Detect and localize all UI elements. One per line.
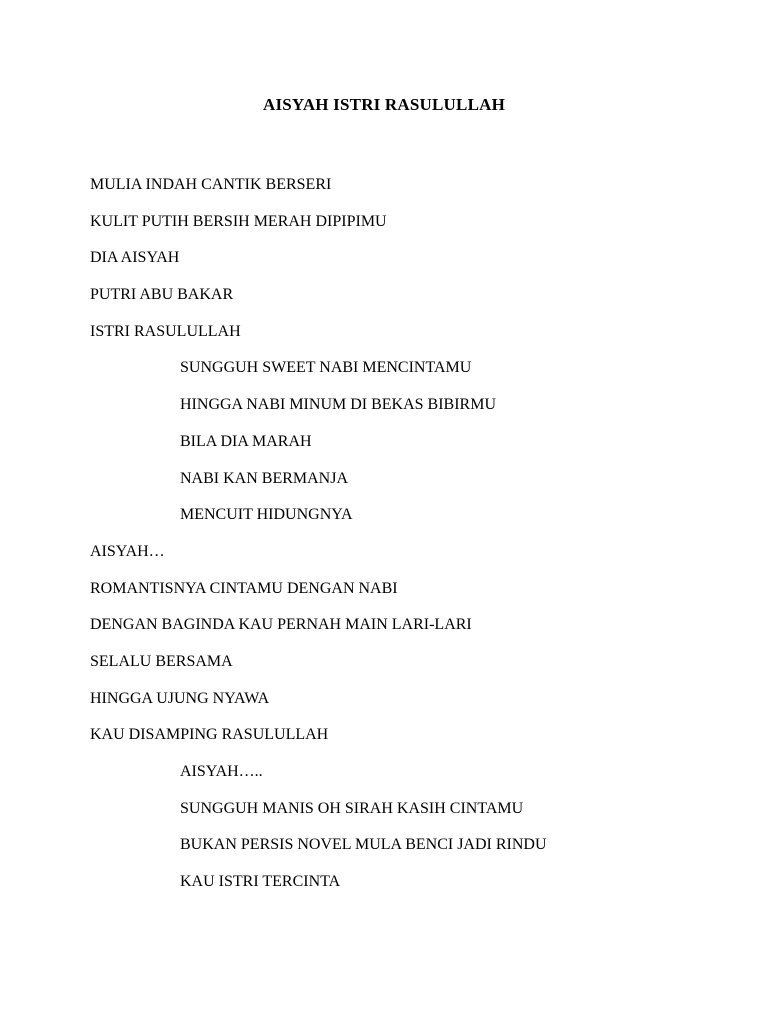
poem-line: HINGGA NABI MINUM DI BEKAS BIBIRMU bbox=[180, 396, 497, 414]
poem-line: KAU DISAMPING RASULULLAH bbox=[90, 726, 329, 744]
poem-line: HINGGA UJUNG NYAWA bbox=[90, 689, 270, 707]
poem-line: ROMANTISNYA CINTAMU DENGAN NABI bbox=[90, 579, 398, 597]
poem-line: AISYAH….. bbox=[180, 763, 263, 780]
poem-line: SUNGGUH SWEET NABI MENCINTAMU bbox=[180, 359, 472, 377]
poem-line: DENGAN BAGINDA KAU PERNAH MAIN LARI-LARI bbox=[90, 616, 472, 634]
poem-lines bbox=[0, 174, 768, 908]
poem-line: NABI KAN BERMANJA bbox=[180, 469, 349, 487]
poem-line: PUTRI ABU BAKAR bbox=[90, 286, 234, 304]
poem-line: ISTRI RASULULLAH bbox=[90, 322, 241, 340]
poem-line: AISYAH… bbox=[90, 542, 165, 560]
poem-line: KAU ISTRI TERCINTA bbox=[180, 873, 341, 891]
poem-line: BUKAN PERSIS NOVEL MULA BENCI JADI RINDU bbox=[180, 836, 547, 854]
poem-line: SUNGGUH MANIS OH SIRAH KASIH CINTAMU bbox=[180, 799, 524, 817]
document-title: AISYAH ISTRI RASULULLAH bbox=[262, 95, 506, 114]
poem-line: MULIA INDAH CANTIK BERSERI bbox=[90, 176, 332, 193]
poem-line: BILA DIA MARAH bbox=[180, 432, 312, 450]
poem-line: DIA AISYAH bbox=[90, 249, 180, 267]
poem-line: SELALU BERSAMA bbox=[90, 652, 233, 670]
poem-line: MENCUIT HIDUNGNYA bbox=[180, 506, 353, 524]
poem-line: KULIT PUTIH BERSIH MERAH DIPIPIMU bbox=[90, 212, 387, 230]
